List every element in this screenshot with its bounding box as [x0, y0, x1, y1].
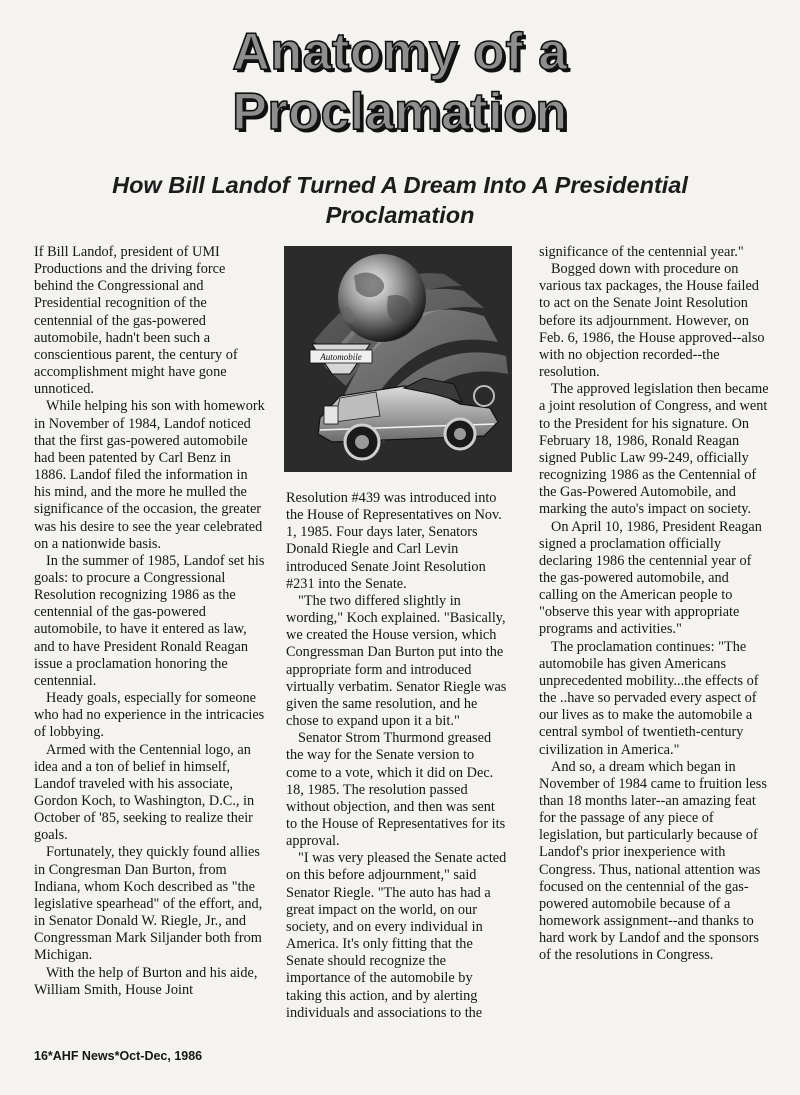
- paragraph: The proclamation continues: "The automobile has given Americans unprecedented mobility...the effects of the ..have so pervaded every aspect of our lives as to make the automobile a central symbol of twentieth-century civilization in America.": [539, 638, 759, 758]
- title-line-2: Proclamation: [232, 83, 568, 141]
- article-subtitle: How Bill Landof Turned A Dream Into A Presidential Proclamation: [112, 172, 688, 228]
- paragraph: Armed with the Centennial logo, an idea and a ton of belief in himself, Landof traveled with his associate, Gordon Koch, to Washington, D.C., in October of '85, seeking to realize their goals.: [34, 741, 255, 844]
- paragraph: With the help of Burton and his aide, William Smith, House Joint: [34, 964, 258, 998]
- earth-and-car-illustration: [284, 246, 512, 472]
- paragraph: "I was very pleased the Senate acted on this before adjournment," said Senator Riegle. "The auto has had a great impact on the world, on our society, and on every individual in America. It's only fitting that the Senate should recognize the importance of the automobile by taking this action, and by alerting individuals and associations to the: [286, 850, 507, 1021]
- paragraph: Resolution #439 was introduced into the House of Representatives on Nov. 1, 1985. Four days later, Senators Donald Riegle and Carl Levin introduced Senate Joint Resolution #231 into the Senate.: [286, 490, 502, 592]
- text-column-3: [539, 244, 771, 965]
- paragraph: Bogged down with procedure on various tax packages, the House failed to act on the Senate Joint Resolution before its adjournment. However, on Feb. 6, 1986, the House approved--also with no objection recorded--the resolution.: [539, 261, 765, 381]
- earth-globe: [338, 254, 426, 342]
- paragraph: And so, a dream which began in November of 1984 came to fruition less than 18 months later--an amazing feat for the passage of any piece of legislation, but particularly because of Landof's prior inexperience with Congress. Thus, national attention was focused on the centennial of the gas-powered automobile because of a homework assignment--and thanks to hard work by Landof and the sponsors of the resolutions in Congress.: [539, 758, 767, 964]
- paragraph: Heady goals, especially for someone who had no experience in the intricacies of lobbying.: [34, 690, 265, 741]
- paragraph: Fortunately, they quickly found allies in Congresman Dan Burton, from Indiana, whom Koch described as "the legislative spearhead" of the effort, and, in Senator Donald W. Riegle, Jr., and Congressman Mark Siljander both from Michigan.: [34, 844, 263, 964]
- paragraph: The approved legislation then became a joint resolution of Congress, and went to the President for his signature. On February 18, 1986, Ronald Reagan signed Public Law 99-249, officially recognizing 1986 as the Centennial of the Gas-Powered Automobile, and marking the auto's impact on society.: [539, 381, 769, 518]
- text-column-1: [34, 244, 266, 999]
- article-title: [0, 22, 800, 142]
- paragraph: "The two differed slightly in wording," Koch explained. "Basically, we created the House version, which Congressman Dan Burton put into the appropriate form and introduced virtually verbatim. Senator Riegle was given the same resolution, and he chose to expand upon it a bit.": [286, 592, 507, 730]
- centennial-logo-image: [284, 246, 512, 472]
- paragraph: significance of the centennial year.": [539, 244, 744, 260]
- page-footer: 16*AHF News*Oct-Dec, 1986: [34, 1049, 203, 1063]
- paragraph: Senator Strom Thurmond greased the way for the Senate version to come to a vote, which it did on Dec. 18, 1985. The resolution passed without objection, and then was sent to the House of Representatives for its approval.: [286, 730, 506, 850]
- emblem-text: Automobile: [320, 352, 362, 362]
- paragraph: In the summer of 1985, Landof set his goals: to procure a Congressional Resolution recognizing 1986 as the centennial of the gas-powered automobile, to have it entered as law, and to have President Ronald Reagan issue a proclamation honoring the centennial.: [34, 552, 265, 689]
- text-column-2: [286, 490, 508, 1022]
- paragraph: While helping his son with homework in November of 1984, Landof noticed that the first gas-powered automobile had been patented by Carl Benz in 1886. Landof filed the information in his mind, and the more he mulled the significance of the occasion, the greater was his desire to see the year celebrated on a nationwide basis.: [34, 398, 265, 552]
- title-line-1: Anatomy of a: [232, 23, 568, 81]
- paragraph: On April 10, 1986, President Reagan signed a proclamation officially declaring 1986 the centennial year of the gas-powered automobile, and calling on the American people to "observe this year with appropriate programs and activities.": [539, 518, 762, 638]
- paragraph: If Bill Landof, president of UMI Productions and the driving force behind the Congressional and Presidential recognition of the centennial of the gas-powered automobile, hadn't been such a conscientious parent, the century of accomplishment might have gone unnoticed.: [34, 244, 238, 398]
